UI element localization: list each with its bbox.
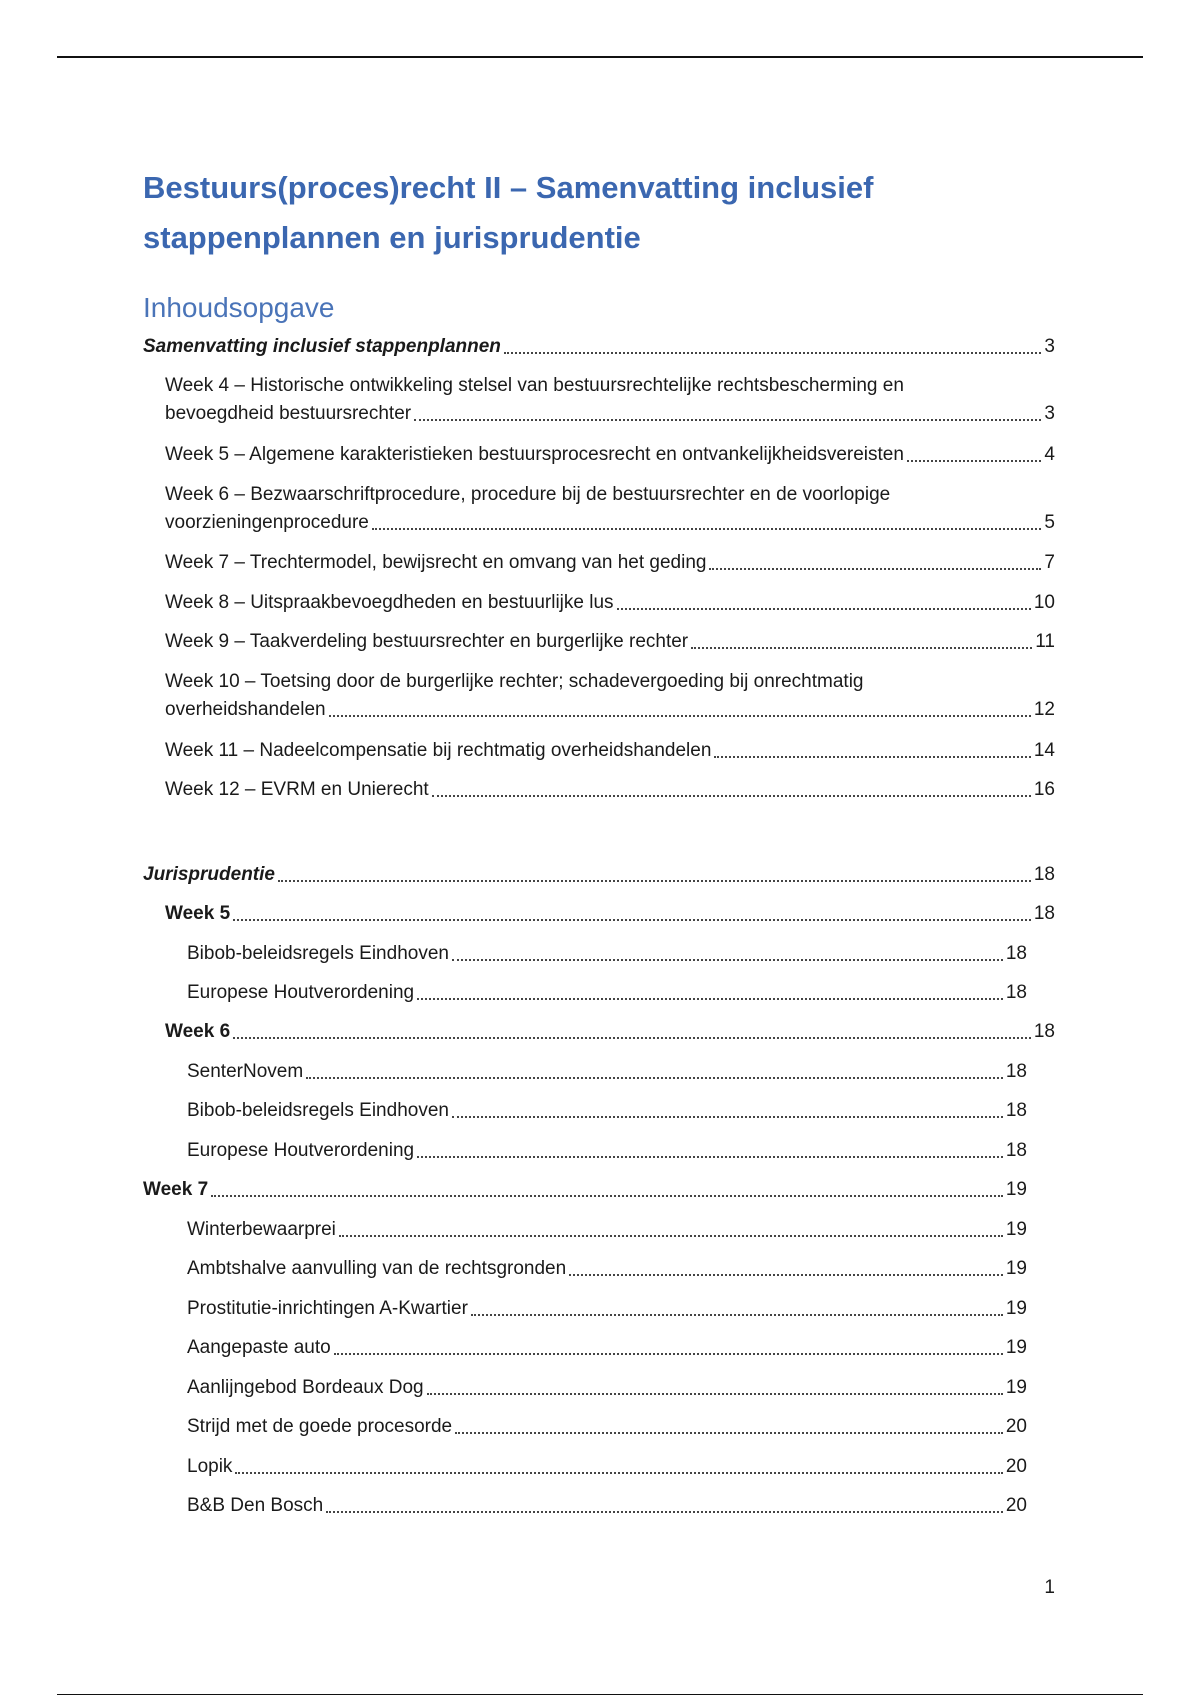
header-rule: [57, 56, 1143, 58]
document-title: Bestuurs(proces)recht II – Samenvatting inclusief stappenplannen en jurisprudentie: [143, 170, 874, 255]
toc-entry-case[interactable]: Aanlijngebod Bordeaux Dog 19: [187, 1377, 1027, 1398]
toc-entry-case[interactable]: Europese Houtverordening 18: [187, 1140, 1027, 1161]
toc-entry-case[interactable]: SenterNovem 18: [187, 1061, 1027, 1082]
toc-entry-week-4[interactable]: Week 4 – Historische ontwikkeling stelsel van bestuursrechtelijke rechtsbescherming en bevoegdheid bestuursrechter 3: [165, 375, 1055, 424]
toc-entry-case[interactable]: Aangepaste auto 19: [187, 1337, 1027, 1358]
toc-entry-case[interactable]: Bibob-beleidsregels Eindhoven 18: [187, 1100, 1027, 1121]
page-number: 1: [1044, 1577, 1055, 1598]
toc-entry-week-5[interactable]: Week 5 – Algemene karakteristieken bestuursprocesrecht en ontvankelijkheidsvereisten 4: [165, 444, 1055, 465]
toc-entry-week-9[interactable]: Week 9 – Taakverdeling bestuursrechter en burgerlijke rechter 11: [165, 631, 1055, 652]
toc-entry-jur-week-6[interactable]: Week 6 18: [165, 1021, 1055, 1042]
toc-entry-week-8[interactable]: Week 8 – Uitspraakbevoegdheden en bestuurlijke lus 10: [165, 592, 1055, 613]
footer-rule: [57, 1694, 1143, 1695]
toc-entry-jur-week-5[interactable]: Week 5 18: [165, 903, 1055, 924]
toc-entry-case[interactable]: Ambtshalve aanvulling van de rechtsgronden 19: [187, 1258, 1027, 1279]
toc-entry-case[interactable]: Strijd met de goede procesorde 20: [187, 1416, 1027, 1437]
toc-entry-samenvatting[interactable]: Samenvatting inclusief stappenplannen 3: [143, 336, 1055, 357]
toc-entry-case[interactable]: Prostitutie-inrichtingen A-Kwartier 19: [187, 1298, 1027, 1319]
toc-entry-case[interactable]: B&B Den Bosch 20: [187, 1495, 1027, 1516]
toc-entry-case[interactable]: Lopik 20: [187, 1456, 1027, 1477]
toc-entry-case[interactable]: Europese Houtverordening 18: [187, 982, 1027, 1003]
toc-entry-case[interactable]: Bibob-beleidsregels Eindhoven 18: [187, 943, 1027, 964]
toc-entry-case[interactable]: Winterbewaarprei 19: [187, 1219, 1027, 1240]
toc-entry-jur-week-7[interactable]: Week 7 19: [143, 1179, 1027, 1200]
toc-heading: Inhoudsopgave: [143, 292, 335, 323]
toc-entry-jurisprudentie[interactable]: Jurisprudentie 18: [143, 864, 1055, 885]
toc-entry-week-10[interactable]: Week 10 – Toetsing door de burgerlijke rechter; schadevergoeding bij onrechtmatig overheidshandelen 12: [165, 671, 1055, 720]
toc-entry-week-11[interactable]: Week 11 – Nadeelcompensatie bij rechtmatig overheidshandelen 14: [165, 740, 1055, 761]
toc-entry-week-6[interactable]: Week 6 – Bezwaarschriftprocedure, procedure bij de bestuursrechter en de voorlopige voorzieningenprocedure 5: [165, 484, 1055, 533]
toc-entry-week-7[interactable]: Week 7 – Trechtermodel, bewijsrecht en omvang van het geding 7: [165, 552, 1055, 573]
toc-entry-week-12[interactable]: Week 12 – EVRM en Unierecht 16: [165, 779, 1055, 800]
